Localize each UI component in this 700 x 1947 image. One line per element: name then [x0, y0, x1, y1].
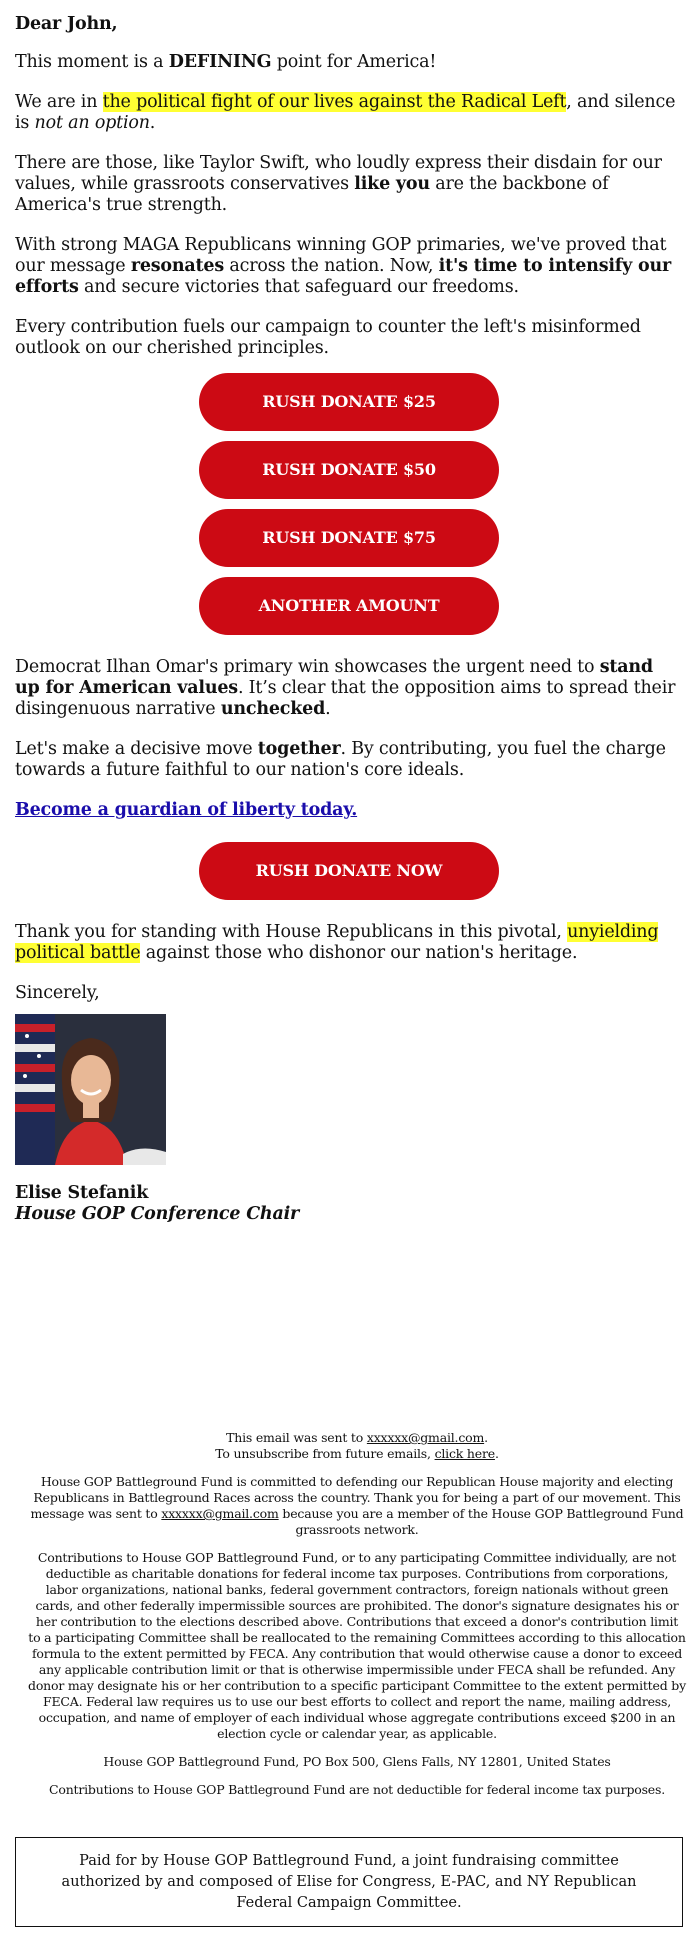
closing: Sincerely, [15, 983, 100, 1003]
another-amount-button[interactable]: ANOTHER AMOUNT [199, 577, 499, 635]
greeting: Dear John, [15, 14, 118, 34]
donate-25-button[interactable]: RUSH DONATE $25 [199, 373, 499, 431]
unsubscribe-line: To unsubscribe from future emails, click here. [215, 1446, 499, 1461]
unsubscribe-link[interactable]: click here [434, 1446, 495, 1461]
paragraph-omar: Democrat Ilhan Omar's primary win showcases the urgent need to stand up for American values. It’s clear that the opposition aims to spread their disingenuous narrative unchecked. [15, 657, 676, 719]
paragraph-together: Let's make a decisive move together. By contributing, you fuel the charge towards a future faithful to our nation's core ideals. [15, 739, 666, 780]
paragraph-contribution: Every contribution fuels our campaign to counter the left's misinformed outlook on our cherished principles. [15, 317, 641, 358]
highlighted-text-2: unyielding political battle [15, 922, 659, 963]
recipient-email-link[interactable]: xxxxxx@gmail.com [366, 1430, 485, 1445]
signer-title: House GOP Conference Chair [15, 1204, 300, 1224]
sent-to-line: This email was sent to xxxxxx@gmail.com. [226, 1430, 488, 1445]
committed-paragraph: House GOP Battleground Fund is committed to defending our Republican House majority and electing Republicans in Battleground Races across the country. Thank you for being a part of our movement. This message was sent to xxxxxx@gmail.com because you are a member of the House GOP Battleground Fund grassroots network. [30, 1474, 684, 1537]
legal-disclaimer: Contributions to House GOP Battleground Fund, or to any participating Committee individually, are not deductible as charitable donations for federal income tax purposes. Contributions from corporations, labor organizations, national banks, federal government contractors, foreign nationals without green cards, and other federally impermissible sources are prohibited. The donor's signature designates his or her contribution to the elections described above. Contributions that exceed a donor's contribution limit to a participating Committee shall be reallocated to the remaining Committees according to this allocation formula to the extent permitted by FECA. Any contribution that would otherwise cause a donor to exceed any applicable contribution limit or that is otherwise impermissible under FECA shall be refunded. Any donor may designate his or her contribution to a specific participant Committee to the extent permitted by FECA. Federal law requires us to use our best efforts to collect and report the name, mailing address, occupation, and name of employer of each individual whose aggregate contributions exceed $200 in an election cycle or calendar year, as applicable. [28, 1550, 686, 1741]
paragraph-political-fight: We are in the political fight of our lives against the Radical Left, and silence is not an option. [15, 92, 676, 133]
donate-75-button[interactable]: RUSH DONATE $75 [199, 509, 499, 567]
paid-for-box: Paid for by House GOP Battleground Fund, a joint fundraising committee authorized by and composed of Elise for Congress, E-PAC, and NY Republican Federal Campaign Committee. [15, 1837, 683, 1927]
paragraph-thank-you: Thank you for standing with House Republicans in this pivotal, unyielding political battle against those who dishonor our nation's heritage. [15, 922, 659, 963]
donate-50-button[interactable]: RUSH DONATE $50 [199, 441, 499, 499]
paragraph-taylor-swift: There are those, like Taylor Swift, who loudly express their disdain for our values, while grassroots conservatives like you are the backbone of America's true strength. [15, 153, 662, 215]
signer-photo [15, 1014, 166, 1165]
mailing-address: House GOP Battleground Fund, PO Box 500, Glens Falls, NY 12801, United States [103, 1754, 611, 1769]
rush-donate-now-button[interactable]: RUSH DONATE NOW [199, 842, 499, 900]
email-body [15, 14, 683, 1225]
signer-name: Elise Stefanik [15, 1183, 149, 1203]
member-email-link[interactable]: xxxxxx@gmail.com [161, 1506, 279, 1521]
guardian-link-paragraph [15, 800, 683, 821]
tax-disclaimer: Contributions to House GOP Battleground Fund are not deductible for federal income tax purposes. [49, 1782, 665, 1797]
donate-button-group [15, 373, 683, 635]
paragraph-defining: This moment is a DEFINING point for America! [15, 52, 437, 72]
highlighted-text: the political fight of our lives against the Radical Left [102, 92, 567, 112]
paragraph-maga: With strong MAGA Republicans winning GOP primaries, we've proved that our message resonates across the nation. Now, it's time to intensify our efforts and secure victories that safeguard our freedoms. [15, 235, 671, 297]
email-footer [28, 1430, 686, 1810]
guardian-link[interactable]: Become a guardian of liberty today. [15, 800, 358, 820]
